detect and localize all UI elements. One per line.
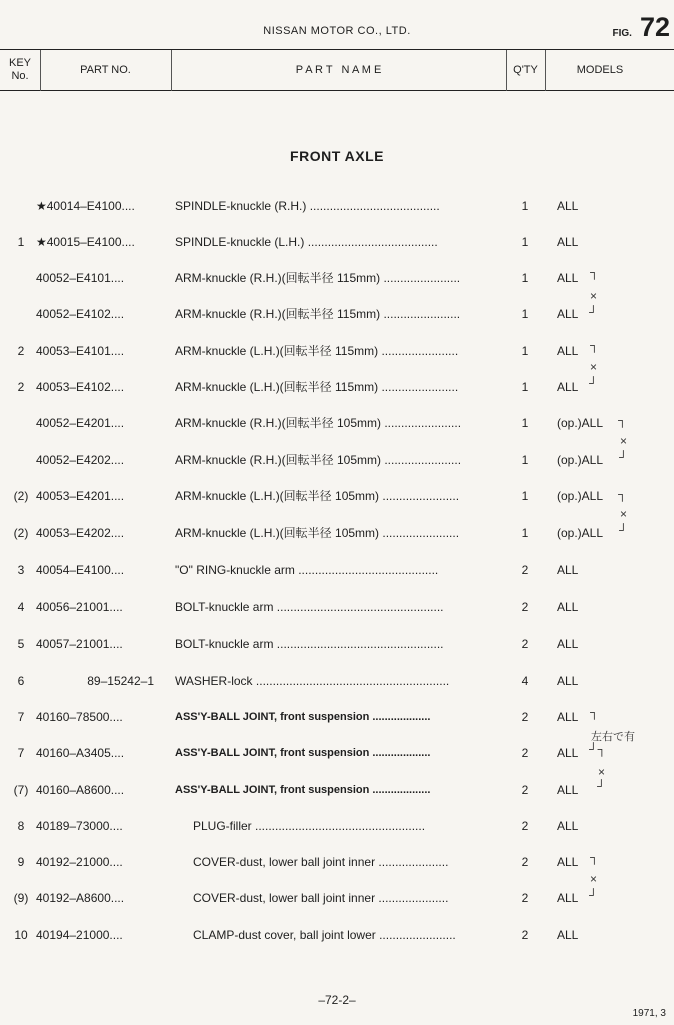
cross-mark: × bbox=[590, 872, 598, 886]
table-row bbox=[0, 816, 674, 836]
bracket-mark: ┘ bbox=[597, 779, 606, 793]
table-row bbox=[0, 523, 674, 543]
column-header-part-no: PART NO. bbox=[80, 64, 131, 76]
part-number: ★40014–E4100.... bbox=[36, 199, 135, 213]
bracket-mark: ┘ bbox=[619, 523, 628, 537]
part-number: 40192–A8600.... bbox=[36, 891, 125, 905]
key-number: (2) bbox=[13, 489, 29, 503]
quantity: 1 bbox=[521, 271, 529, 285]
table-row bbox=[0, 268, 674, 288]
part-name: ASS'Y-BALL JOINT, front suspension ................... bbox=[175, 747, 431, 759]
bracket-mark: ┘┐ bbox=[589, 742, 607, 756]
table-row bbox=[0, 232, 674, 252]
part-name: ARM-knuckle (R.H.)(回転半径 105mm) ....................... bbox=[175, 416, 462, 430]
models: ALL bbox=[557, 637, 579, 651]
bracket-mark: ┐ bbox=[590, 265, 599, 279]
cross-mark: × bbox=[598, 765, 606, 779]
handwritten-note: 左右で有 bbox=[591, 730, 635, 743]
quantity: 1 bbox=[521, 235, 529, 249]
part-number: ★40015–E4100.... bbox=[36, 235, 135, 249]
quantity: 2 bbox=[521, 746, 529, 760]
key-number: 10 bbox=[14, 928, 28, 942]
part-name: ARM-knuckle (L.H.)(回転半径 105mm) ....................... bbox=[175, 489, 460, 503]
part-name: ARM-knuckle (R.H.)(回転半径 115mm) ....................... bbox=[175, 271, 461, 285]
part-number: 40053–E4201.... bbox=[36, 489, 125, 503]
models: ALL bbox=[557, 855, 579, 869]
company-name: NISSAN MOTOR CO., LTD. bbox=[263, 25, 411, 37]
quantity: 2 bbox=[521, 928, 529, 942]
models: ALL bbox=[557, 891, 579, 905]
part-name: CLAMP-dust cover, ball joint lower ....................... bbox=[193, 928, 456, 942]
part-number: 40053–E4101.... bbox=[36, 344, 125, 358]
part-name: COVER-dust, lower ball joint inner ..................... bbox=[193, 855, 449, 869]
part-name: ASS'Y-BALL JOINT, front suspension ................... bbox=[175, 784, 431, 796]
table-row bbox=[0, 634, 674, 654]
fig-label: FIG. bbox=[612, 28, 632, 39]
part-number: 40160–A8600.... bbox=[36, 783, 125, 797]
quantity: 1 bbox=[521, 344, 529, 358]
table-row bbox=[0, 780, 674, 800]
section-title: FRONT AXLE bbox=[290, 148, 384, 164]
models: (op.)ALL bbox=[557, 526, 604, 540]
key-number: 2 bbox=[17, 344, 25, 358]
key-number: (9) bbox=[13, 891, 29, 905]
part-number: 40052–E4102.... bbox=[36, 307, 125, 321]
part-name: WASHER-lock .......................................................... bbox=[175, 674, 450, 688]
quantity: 2 bbox=[521, 563, 529, 577]
key-number: 9 bbox=[17, 855, 25, 869]
part-name: ARM-knuckle (R.H.)(回転半径 115mm) ....................... bbox=[175, 307, 461, 321]
key-header-line2: No. bbox=[11, 70, 29, 82]
part-name: SPINDLE-knuckle (R.H.) ....................................... bbox=[175, 199, 440, 213]
models: ALL bbox=[557, 600, 579, 614]
bracket-mark: ┐ bbox=[590, 850, 599, 864]
models: ALL bbox=[557, 783, 579, 797]
part-name: COVER-dust, lower ball joint inner ..................... bbox=[193, 891, 449, 905]
quantity: 1 bbox=[521, 380, 529, 394]
part-number: 40052–E4202.... bbox=[36, 453, 125, 467]
header-bottom-rule bbox=[0, 90, 674, 91]
column-header-models: MODELS bbox=[576, 64, 624, 76]
quantity: 1 bbox=[521, 307, 529, 321]
cross-mark: × bbox=[590, 360, 598, 374]
table-row bbox=[0, 413, 674, 433]
quantity: 1 bbox=[521, 199, 529, 213]
fig-number: 72 bbox=[639, 12, 670, 42]
key-number: 1 bbox=[17, 235, 25, 249]
page-number: –72-2– bbox=[318, 993, 356, 1007]
table-row bbox=[0, 450, 674, 470]
models: ALL bbox=[557, 307, 579, 321]
models: ALL bbox=[557, 819, 579, 833]
part-number: 40056–21001.... bbox=[36, 600, 123, 614]
models: (op.)ALL bbox=[557, 416, 604, 430]
part-number: 40053–E4202.... bbox=[36, 526, 125, 540]
cross-mark: × bbox=[620, 507, 628, 521]
bracket-mark: ┐ bbox=[590, 338, 599, 352]
bracket-mark: ┐ bbox=[618, 413, 627, 427]
cross-mark: × bbox=[590, 289, 598, 303]
key-number: 7 bbox=[17, 710, 25, 724]
bracket-mark: ┘ bbox=[589, 376, 598, 390]
part-number: 40160–78500.... bbox=[36, 710, 123, 724]
models: ALL bbox=[557, 563, 579, 577]
bracket-mark: ┐ bbox=[590, 705, 599, 719]
key-number: (2) bbox=[13, 526, 29, 540]
key-number: 7 bbox=[17, 746, 25, 760]
part-name: "O" RING-knuckle arm .......................................... bbox=[175, 563, 439, 577]
models: ALL bbox=[557, 344, 579, 358]
part-name: ASS'Y-BALL JOINT, front suspension ................... bbox=[175, 711, 431, 723]
table-row bbox=[0, 852, 674, 872]
key-number: 4 bbox=[17, 600, 25, 614]
part-number: 40054–E4100.... bbox=[36, 563, 125, 577]
table-row bbox=[0, 671, 674, 691]
quantity: 2 bbox=[521, 710, 529, 724]
quantity: 2 bbox=[521, 637, 529, 651]
table-row bbox=[0, 196, 674, 216]
part-name: ARM-knuckle (R.H.)(回転半径 105mm) ....................... bbox=[175, 453, 462, 467]
cross-mark: × bbox=[620, 434, 628, 448]
quantity: 2 bbox=[521, 855, 529, 869]
key-number: 3 bbox=[17, 563, 25, 577]
key-number: 8 bbox=[17, 819, 25, 833]
models: (op.)ALL bbox=[557, 453, 604, 467]
bracket-mark: ┐ bbox=[618, 487, 627, 501]
key-number: 2 bbox=[17, 380, 25, 394]
models: ALL bbox=[557, 380, 579, 394]
table-row bbox=[0, 707, 674, 727]
figure-number bbox=[613, 12, 671, 43]
bracket-mark: ┘ bbox=[589, 888, 598, 902]
table-row bbox=[0, 888, 674, 908]
part-number: 40192–21000.... bbox=[36, 855, 123, 869]
quantity: 4 bbox=[521, 674, 529, 688]
quantity: 2 bbox=[521, 783, 529, 797]
part-name: ARM-knuckle (L.H.)(回転半径 105mm) ....................... bbox=[175, 526, 460, 540]
table-row bbox=[0, 486, 674, 506]
models: ALL bbox=[557, 674, 579, 688]
part-number: 40052–E4101.... bbox=[36, 271, 125, 285]
key-number: 5 bbox=[17, 637, 25, 651]
column-header-key bbox=[2, 57, 38, 83]
quantity: 2 bbox=[521, 891, 529, 905]
models: ALL bbox=[557, 235, 579, 249]
models: ALL bbox=[557, 271, 579, 285]
part-number: 40052–E4201.... bbox=[36, 416, 125, 430]
part-name: BOLT-knuckle arm .................................................. bbox=[175, 600, 444, 614]
part-name: SPINDLE-knuckle (L.H.) ....................................... bbox=[175, 235, 438, 249]
part-number: 40053–E4102.... bbox=[36, 380, 125, 394]
quantity: 1 bbox=[521, 453, 529, 467]
models: ALL bbox=[557, 710, 579, 724]
part-name: PLUG-filler ................................................... bbox=[193, 819, 426, 833]
table-row bbox=[0, 597, 674, 617]
part-name: ARM-knuckle (L.H.)(回転半径 115mm) ....................... bbox=[175, 380, 459, 394]
table-row bbox=[0, 743, 674, 763]
table-row bbox=[0, 925, 674, 945]
bracket-mark: ┘ bbox=[589, 305, 598, 319]
models: ALL bbox=[557, 199, 579, 213]
part-number: 40057–21001.... bbox=[36, 637, 123, 651]
table-row bbox=[0, 304, 674, 324]
bracket-mark: ┘ bbox=[619, 450, 628, 464]
models: (op.)ALL bbox=[557, 489, 604, 503]
table-row bbox=[0, 560, 674, 580]
print-date: 1971, 3 bbox=[632, 1008, 666, 1019]
key-number: (7) bbox=[13, 783, 29, 797]
quantity: 1 bbox=[521, 489, 529, 503]
quantity: 2 bbox=[521, 600, 529, 614]
part-name: BOLT-knuckle arm .................................................. bbox=[175, 637, 444, 651]
quantity: 1 bbox=[521, 526, 529, 540]
part-number: 40189–73000.... bbox=[36, 819, 123, 833]
quantity: 2 bbox=[521, 819, 529, 833]
part-number: 40194–21000.... bbox=[36, 928, 123, 942]
part-number: 40160–A3405.... bbox=[36, 746, 125, 760]
column-header-part-name: P A R T N A M E bbox=[295, 64, 382, 76]
key-header-line1: KEY bbox=[8, 57, 31, 69]
header-top-rule bbox=[0, 49, 674, 50]
part-number: 89–15242–1 bbox=[87, 674, 154, 688]
key-number: 6 bbox=[17, 674, 25, 688]
quantity: 1 bbox=[521, 416, 529, 430]
table-row bbox=[0, 377, 674, 397]
part-name: ARM-knuckle (L.H.)(回転半径 115mm) ....................... bbox=[175, 344, 459, 358]
table-row bbox=[0, 341, 674, 361]
column-header-qty: Q'TY bbox=[513, 64, 538, 76]
models: ALL bbox=[557, 928, 579, 942]
models: ALL bbox=[557, 746, 579, 760]
